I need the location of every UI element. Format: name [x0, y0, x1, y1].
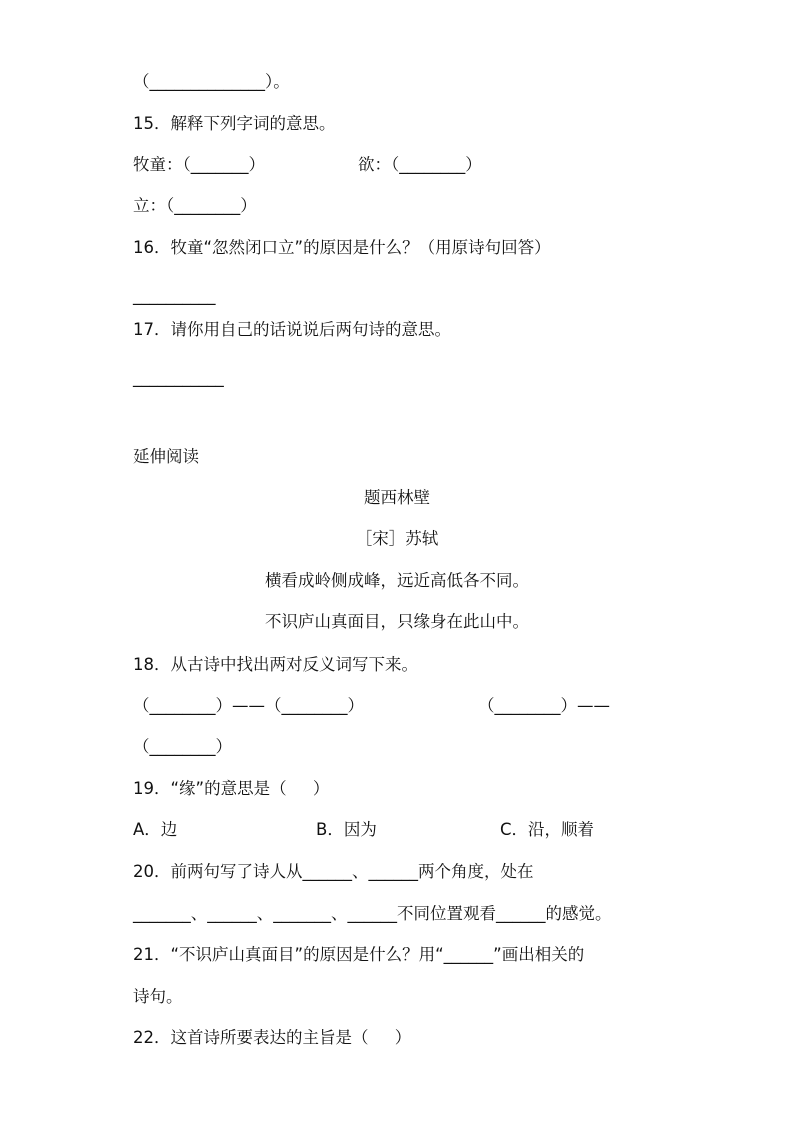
q16-answer-blank: __________ — [133, 286, 216, 305]
answer-blank-line: （______________）。 — [133, 72, 290, 91]
q19-option-b: B．因为 — [316, 820, 377, 839]
section-heading: 延伸阅读 — [133, 447, 199, 466]
question-19: 19．“缘”的意思是（ ） — [133, 779, 330, 798]
poem-author: ［宋］苏轼 — [355, 529, 439, 548]
q15-item-mutong: 牧童：（_______） — [133, 155, 265, 174]
question-21-line-2: 诗句。 — [133, 987, 183, 1006]
question-17: 17．请你用自己的话说说后两句诗的意思。 — [133, 320, 451, 339]
poem-title: 题西林壁 — [364, 488, 430, 507]
q18-pair-2-end: （________） — [133, 737, 232, 756]
question-16: 16．牧童“忽然闭口立”的原因是什么？（用原诗句回答） — [133, 238, 551, 257]
question-20-line-2: _______、______、_______、______不同位置观看______的感觉。 — [133, 904, 612, 923]
q18-pair-1: （________）——（________） — [133, 696, 364, 715]
q17-answer-blank: ___________ — [133, 368, 224, 387]
question-18: 18．从古诗中找出两对反义词写下来。 — [133, 655, 418, 674]
question-22: 22．这首诗所要表达的主旨是（ ） — [133, 1028, 412, 1047]
question-21-line-1: 21．“不识庐山真面目”的原因是什么？用“______”画出相关的 — [133, 945, 585, 964]
q15-item-yu: 欲：（________） — [358, 155, 482, 174]
q15-item-li: 立：（________） — [133, 196, 257, 215]
poem-line-1: 横看成岭侧成峰，远近高低各不同。 — [265, 571, 529, 590]
poem-line-2: 不识庐山真面目，只缘身在此山中。 — [265, 612, 529, 631]
q18-pair-2-start: （________）—— — [478, 696, 610, 715]
question-15: 15．解释下列字词的意思。 — [133, 114, 336, 133]
q19-option-c: C．沿，顺着 — [500, 820, 595, 839]
q19-option-a: A．边 — [133, 820, 178, 839]
question-20-line-1: 20．前两句写了诗人从______、______两个角度，处在 — [133, 862, 534, 881]
